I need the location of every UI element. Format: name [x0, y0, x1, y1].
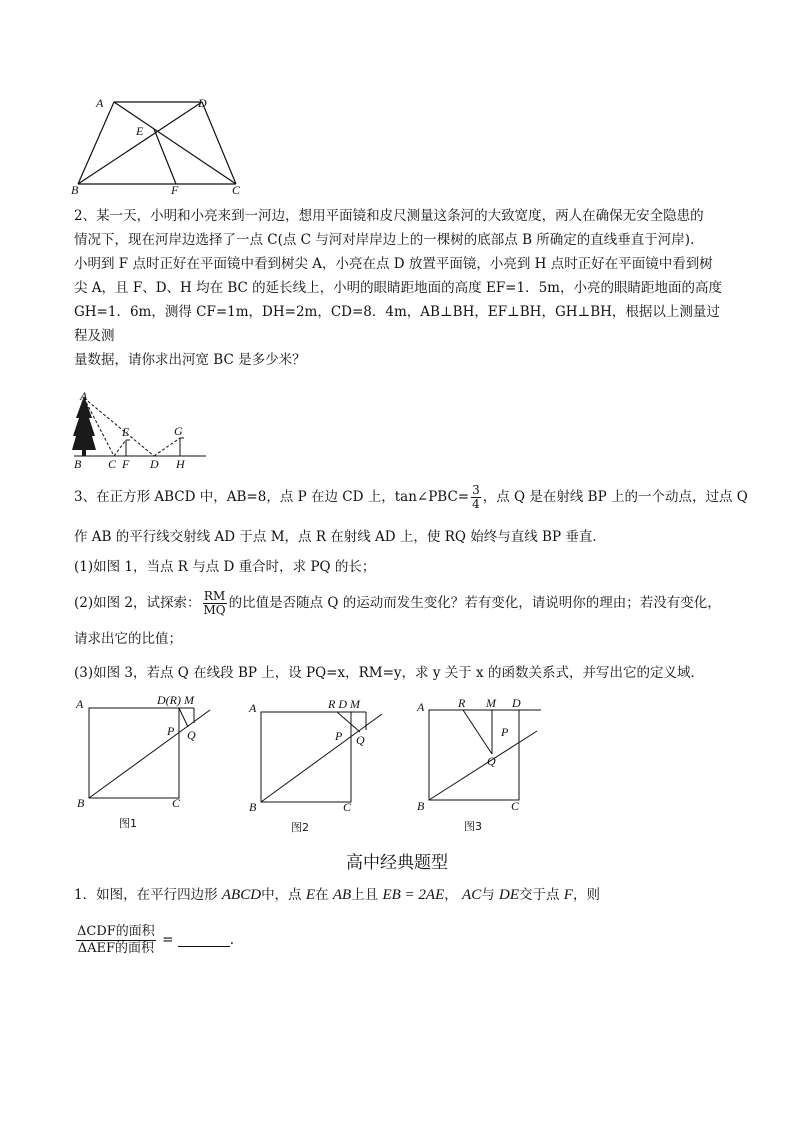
problem-3-part-2-line-2: 请求出它的比值； [74, 631, 182, 647]
math-ab: AB [332, 887, 352, 903]
problem-3-part-2 [74, 590, 721, 617]
label-f: F [171, 183, 179, 197]
label-h: H [176, 457, 185, 471]
label-c: C [511, 799, 520, 813]
ratio-numerator: RM [203, 589, 226, 603]
label-c: C [108, 457, 117, 471]
label-b: B [417, 799, 425, 813]
label-b: B [71, 183, 79, 197]
label-e: E [122, 425, 130, 439]
problem-text: 1．如图，在平行四边形 [74, 887, 222, 903]
problem-2-line: 量数据，请你求出河宽 BC 是多少米？ [74, 352, 306, 368]
label-a: A [249, 701, 257, 715]
area-ratio-fraction [76, 924, 156, 957]
square-figure-1 [72, 692, 222, 832]
label-c: C [343, 800, 352, 814]
problem-3-text: (2)如图 2，试探索： [74, 595, 201, 611]
label-f: F [122, 457, 130, 471]
tree-icon [72, 396, 96, 450]
tan-numerator: 3 [472, 483, 480, 497]
hs-problem-1-line-2 [74, 924, 234, 957]
problem-3-line-2: 作 AB 的平行线交射线 AD 于点 M，点 R 在射线 AD 上，使 RQ 始终与直线 BP 垂直． [74, 529, 606, 545]
label-top: R D M [328, 697, 360, 711]
answer-blank [178, 934, 230, 947]
problem-text: ，则 [572, 887, 600, 903]
problem-text: 上且 [351, 887, 383, 903]
ratio-denominator: MQ [203, 603, 226, 617]
problem-2-line: 2、某一天，小明和小亮来到一河边，想用平面镜和皮尺测量这条河的大致宽度，两人在确保无安全隐患的 [74, 208, 704, 224]
label-p: P [167, 724, 175, 738]
problem-3-text: 的比值是否随点 Q 的运动而发生变化？若有变化，请说明你的理由；若没有变化， [228, 595, 721, 611]
label-m: M [486, 696, 496, 710]
label-b: B [77, 796, 85, 810]
label-d: D [150, 457, 159, 471]
label-q: Q [356, 733, 365, 747]
area-denominator: ΔAEF的面积 [77, 941, 155, 956]
math-ac: AC [462, 887, 482, 903]
math-de: DE [499, 887, 519, 903]
problem-2-line: GH=1．6m，测得 CF=1m，DH=2m，CD=8．4m，AB⊥BH，EF⊥BH，GH⊥BH，根据以上测量过程及测 [74, 304, 720, 344]
label-a: A [417, 700, 425, 714]
label-p: P [335, 729, 343, 743]
label-c: C [232, 183, 241, 197]
figure-caption: 图2 [291, 821, 309, 834]
label-b: B [249, 800, 257, 814]
square-figure-3 [413, 694, 563, 834]
problem-3-part-3: (3)如图 3，若点 Q 在线段 BP 上，设 PQ=x，RM=y，求 y 关于 x 的函数关系式，并写出它的定义域． [74, 665, 704, 681]
label-d: D [198, 96, 207, 110]
trapezoid-figure [70, 94, 250, 198]
problem-2-line: 小明到 F 点时正好在平面镜中看到树尖 A，小亮在点 D 放置平面镜，小亮到 H 点时正好在平面镜中看到树 [74, 256, 713, 272]
figure-caption: 图3 [464, 820, 482, 833]
label-p: P [501, 725, 509, 739]
problem-3-line-1 [74, 484, 748, 511]
label-c: C [172, 796, 181, 810]
problem-2 [74, 204, 722, 372]
label-d: D [512, 696, 521, 710]
label-g: G [174, 424, 183, 438]
label-b: B [74, 457, 82, 471]
problem-2-line: 情况下，现在河岸边选择了一点 C(点 C 与河对岸岸边上的一棵树的底部点 B 所确定的直线垂直于河岸). [74, 232, 695, 248]
problem-text: 在 [315, 887, 333, 903]
label-q: Q [487, 754, 496, 768]
period: . [229, 932, 234, 948]
math-e: E [305, 887, 316, 903]
math-abcd: ABCD [221, 887, 262, 903]
square-figure-2 [244, 694, 394, 834]
problem-2-line: 尖 A，且 F、D、H 均在 BC 的延长线上，小明的眼睛距地面的高度 EF=1．5m，小亮的眼睛距地面的高度 [74, 280, 722, 296]
label-top: D(R) M [157, 693, 194, 707]
problem-text: ， [444, 887, 463, 903]
label-a: A [76, 697, 84, 711]
math-f: F [563, 887, 573, 903]
label-e: E [136, 124, 144, 138]
label-a: A [80, 390, 88, 403]
problem-3-part-1: (1)如图 1，当点 R 与点 D 重合时，求 PQ 的长； [74, 559, 376, 575]
tan-fraction [471, 484, 481, 511]
ratio-fraction [203, 590, 227, 617]
label-q: Q [187, 728, 196, 742]
problem-3-text: ，点 Q 是在射线 BP 上的一个动点，过点 Q [482, 489, 748, 505]
label-r: R [458, 696, 466, 710]
hs-problem-1-line-1 [74, 884, 600, 906]
figure-caption: 图1 [119, 817, 137, 830]
problem-text: 与 [481, 887, 499, 903]
problem-text: 交于点 [519, 887, 564, 903]
section-title: 高中经典题型 [346, 853, 448, 873]
tan-denominator: 4 [472, 497, 480, 511]
area-numerator: ΔCDF的面积 [77, 924, 155, 939]
problem-text: 中，点 [261, 887, 306, 903]
label-a: A [96, 96, 104, 110]
river-figure [68, 390, 210, 472]
problem-3-text: 3、在正方形 ABCD 中，AB=8，点 P 在边 CD 上，tan∠PBC= [74, 489, 470, 505]
equals-sign: = [162, 932, 174, 948]
math-equation: EB = 2AE [382, 887, 445, 903]
